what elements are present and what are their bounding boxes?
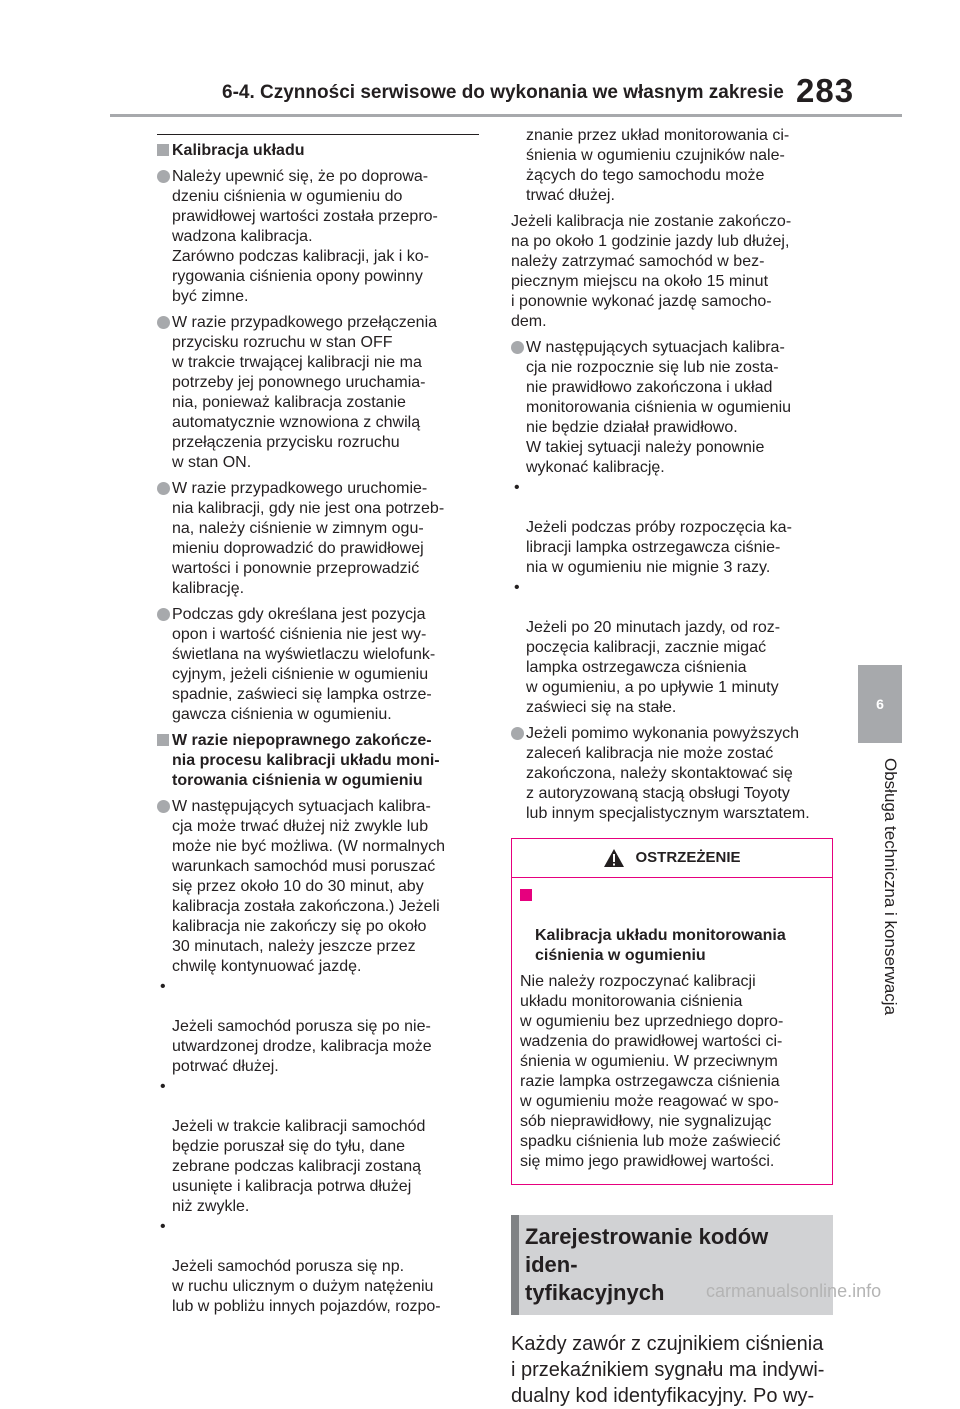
list-item-text: W następujących sytuacjach kalibra- cja może trwać dłużej niż zwykle lub może nie być możliwa. (W normalnych warunkach samochód musi poruszać się przez około 10 do 30 minut, aby kalibracja została zakończona.) Jeżeli kalibracja nie zakończy się po około 30 minutach, należy jeszcze przez chwilę kontynuować jazdę. — [172, 798, 445, 975]
dot-bullet-icon: • — [160, 1078, 166, 1095]
list-item — [157, 313, 479, 473]
warning-label: OSTRZEŻENIE — [635, 849, 741, 866]
section-heading — [157, 731, 479, 791]
sub-list-item — [157, 1077, 479, 1217]
list-item-text: Należy upewnić się, że po doprowa- dzeniu ciśnienia w ogumieniu do prawidłowej wartości została przepro- wadzona kalibracja. Zarówno podczas kalibracji, jak i ko- rygowania ciśnienia opony powinny być zimne. — [172, 168, 438, 305]
circle-bullet-icon — [157, 800, 170, 813]
sub-list-item — [157, 977, 479, 1077]
circle-bullet-icon — [511, 727, 524, 740]
circle-bullet-icon — [157, 170, 170, 183]
warning-triangle-icon — [603, 848, 625, 868]
left-column — [157, 134, 479, 1317]
square-bullet-icon — [157, 144, 169, 156]
body-text: Każdy zawór z czujnikiem ciśnienia i przekaźnikiem sygnału ma indywi- dualny kod identyfikacyjny. Po wy- — [511, 1333, 825, 1407]
list-item-text: W razie przypadkowego uruchomie- nia kalibracji, gdy nie jest ona potrzeb- na, należy ciśnienie w zimnym ogu- mieniu doprowadzić do prawidłowej wartości i ponownie przeprowadzić kalibrację. — [172, 480, 445, 597]
list-item — [157, 605, 479, 725]
circle-bullet-icon — [157, 608, 170, 621]
warning-body — [512, 878, 832, 1172]
sub-list-item-text: Jeżeli po 20 minutach jazdy, od roz- poczęcia kalibracji, zacznie migać lampka ostrzegawcza ciśnienia w ogumieniu, a po upływie 1 minuty zaświeci się na stałe. — [526, 619, 781, 716]
list-item-text: Jeżeli pomimo wykonania powyższych zaleceń kalibracja nie może zostać zakończona, należy skontaktować się z autoryzowaną stacją obsługi Toyoty lub innym specjalistycznym warsztatem. — [526, 725, 810, 822]
watermark: carmanualsonline.info — [706, 1281, 882, 1301]
warning-box — [511, 838, 833, 1185]
sub-list-item-text: Jeżeli podczas próby rozpoczęcia ka- libracji lampka ostrzegawcza ciśnie- nia w ogumieniu nie mignie 3 razy. — [526, 519, 792, 576]
dot-bullet-icon: • — [514, 479, 520, 496]
list-item — [511, 338, 833, 478]
chapter-number: 6 — [876, 696, 884, 712]
sub-list-item — [511, 478, 833, 578]
warning-subheading — [520, 886, 824, 966]
dot-bullet-icon: • — [160, 1218, 166, 1235]
sub-list-item-text: Jeżeli samochód porusza się np. w ruchu ulicznym o dużym natężeniu lub w pobliżu innych pojazdów, rozpo- — [172, 1258, 441, 1315]
section-heading-text: W razie niepoprawnego zakończe- nia procesu kalibracji układu moni- torowania ciśnienia w ogumieniu — [172, 732, 440, 789]
dot-bullet-icon: • — [514, 579, 520, 596]
sub-list-item-text: Jeżeli samochód porusza się po nie- utwardzonej drodze, kalibracja może potrwać dłużej. — [172, 1018, 432, 1075]
chapter-title: Obsługa techniczna i konserwacja — [881, 758, 900, 1016]
warning-header — [512, 839, 832, 878]
square-bullet-icon — [520, 889, 532, 901]
section-title: Zarejestrowanie kodów iden- tyfikacyjnych — [511, 1215, 833, 1315]
section-divider — [157, 134, 479, 135]
sub-list-item-text: Jeżeli w trakcie kalibracji samochód będzie poruszał się do tyłu, dane zebrane podczas kalibracji zostaną usunięte i kalibracja potrwa dłużej niż zwykle. — [172, 1118, 426, 1215]
continued-text: znanie przez układ monitorowania ci- śnienia w ogumieniu czujników nale- żących do tego samochodu może trwać dłużej. — [526, 127, 790, 204]
list-item — [157, 167, 479, 307]
list-item-text: W razie przypadkowego przełączenia przycisku rozruchu w stan OFF w trakcie trwającej kalibracji nie ma potrzeby jej ponownego uruchamia- nia, ponieważ kalibracja zostanie automatycznie wznowiona z chwilą przełączenia przycisku rozruchu w stan ON. — [172, 314, 438, 471]
circle-bullet-icon — [157, 316, 170, 329]
warning-subheading-text: Kalibracja układu monitorowania ciśnienia w ogumieniu — [535, 927, 786, 964]
circle-bullet-icon — [511, 341, 524, 354]
section-heading-text: Kalibracja układu — [172, 142, 305, 159]
page-number: 283 — [796, 72, 855, 109]
paragraph: Jeżeli kalibracja nie zostanie zakończo- na po około 1 godzinie jazdy lub dłużej, należy zatrzymać samochód w bez- piecznym miejscu na około 15 minut i ponownie wykonać jazdę samocho- dem. — [511, 213, 792, 330]
dot-bullet-icon: • — [160, 978, 166, 995]
warning-text: Nie należy rozpoczynać kalibracji układu monitorowania ciśnienia w ogumieniu bez uprzedniego dopro- wadzenia do prawidłowej wartości ci- śnienia w ogumieniu. W przeciwnym razie lampka ostrzegawcza ciśnienia w ogumieniu może reagować w spo- sób nieprawidłowy, nie sygnalizując spadku ciśnienia lub może zaświecić się mimo jego prawidłowej wartości. — [520, 973, 784, 1170]
list-item-text: W następujących sytuacjach kalibra- cja nie rozpocznie się lub nie zosta- nie prawidłowo zakończona i układ monitorowania ciśnienia w ogumieniu nie będzie działał prawidłowo. W takiej sytuacji należy ponownie wykonać kalibrację. — [526, 339, 792, 476]
section-heading — [157, 141, 479, 161]
square-bullet-icon — [157, 734, 169, 746]
header-title: 6-4. Czynności serwisowe do wykonania we własnym zakresie — [222, 82, 784, 103]
circle-bullet-icon — [157, 482, 170, 495]
sub-list-item — [157, 1217, 479, 1317]
chapter-tab[interactable] — [858, 665, 902, 743]
right-column — [511, 126, 833, 1409]
sub-list-item — [511, 578, 833, 718]
list-item — [157, 479, 479, 599]
list-item — [511, 724, 833, 824]
list-item-text: Podczas gdy określana jest pozycja opon i wartość ciśnienia nie jest wy- świetlana na wyświetlaczu wielofunk- cyjnym, jeżeli ciśnienie w ogumieniu spadnie, zaświeci się lampka ostrze- gawcza ciśnienia w ogumieniu. — [172, 606, 436, 723]
list-item — [157, 797, 479, 977]
header-rule — [110, 114, 902, 117]
